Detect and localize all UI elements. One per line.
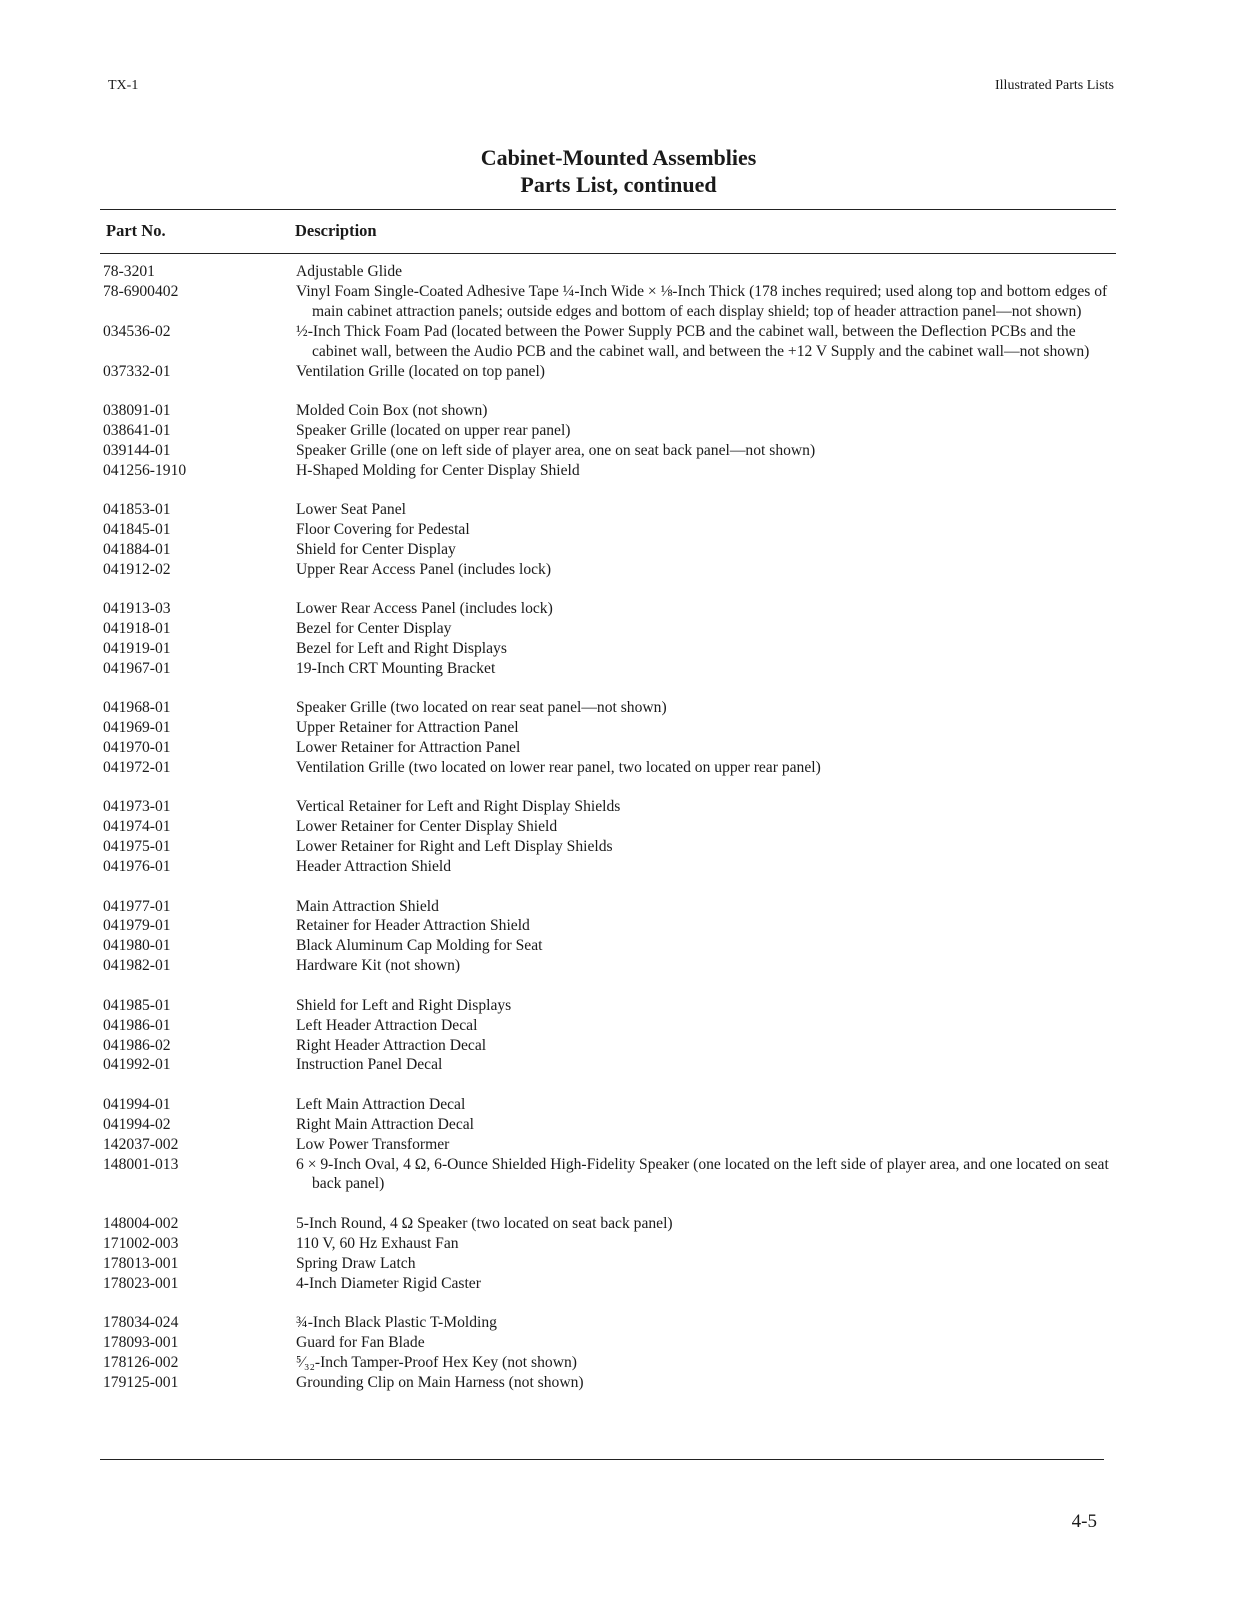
part-number: 041967-01 — [103, 659, 171, 677]
running-header-right: Illustrated Parts Lists — [995, 78, 1114, 93]
table-row — [103, 540, 1113, 560]
table-row — [103, 817, 1113, 837]
table-row — [103, 461, 1113, 481]
table-row — [103, 1333, 1113, 1353]
table-row — [103, 401, 1113, 421]
table-row — [103, 956, 1113, 976]
part-description: Lower Seat Panel — [296, 501, 406, 519]
part-number: 041986-01 — [103, 1016, 171, 1034]
page-title — [0, 144, 1237, 198]
part-description: ½-Inch Thick Foam Pad (located between the Power Supply PCB and the cabinet wall, between the Deflection PCBs and the cabinet wall, between the Audio PCB and the cabinet wall, and between the +12 V Supply and the cabinet wall—not shown) — [296, 322, 1090, 360]
part-number: 041845-01 — [103, 520, 171, 538]
table-row — [103, 560, 1113, 580]
part-description: ⁵⁄₃₂-Inch Tamper-Proof Hex Key (not shown) — [296, 1353, 577, 1371]
column-header-part-no: Part No. — [106, 221, 166, 240]
part-number: 041982-01 — [103, 957, 171, 975]
part-description: Instruction Panel Decal — [296, 1056, 443, 1074]
table-row — [103, 1214, 1113, 1234]
part-description: Guard for Fan Blade — [296, 1333, 425, 1351]
table-row — [103, 1234, 1113, 1254]
title-line-1: Cabinet-Mounted Assemblies — [480, 145, 757, 170]
table-row — [103, 1274, 1113, 1294]
part-number: 178013-001 — [103, 1254, 179, 1272]
part-description: Lower Retainer for Right and Left Display Shields — [296, 838, 613, 856]
part-description: Spring Draw Latch — [296, 1254, 416, 1272]
part-description: Vinyl Foam Single-Coated Adhesive Tape ¼-Inch Wide × ⅛-Inch Thick (178 inches required; used along top and bottom edges of main cabinet attraction panels; outside edges and bottom of each display shield; top of header attraction panel—not shown) — [296, 282, 1108, 320]
part-description: Low Power Transformer — [296, 1135, 450, 1153]
parts-group — [103, 500, 1113, 580]
table-row — [103, 262, 1113, 282]
parts-group — [103, 897, 1113, 977]
table-row — [103, 897, 1113, 917]
part-description: Vertical Retainer for Left and Right Display Shields — [296, 798, 621, 816]
table-row — [103, 362, 1113, 382]
part-description: Upper Rear Access Panel (includes lock) — [296, 560, 552, 578]
part-description: Bezel for Left and Right Displays — [296, 640, 507, 657]
part-number: 148001-013 — [103, 1155, 179, 1173]
part-number: 037332-01 — [103, 362, 171, 380]
table-row — [103, 1373, 1113, 1393]
part-description: Speaker Grille (two located on rear seat panel—not shown) — [296, 699, 667, 717]
part-description: Adjustable Glide — [296, 263, 403, 280]
parts-group — [103, 1214, 1113, 1294]
part-description: Molded Coin Box (not shown) — [296, 401, 488, 419]
part-description: Shield for Left and Right Displays — [296, 996, 512, 1014]
part-number: 041256-1910 — [103, 461, 187, 479]
part-number: 179125-001 — [103, 1373, 179, 1391]
part-description: Ventilation Grille (located on top panel) — [296, 362, 545, 380]
part-description: Bezel for Center Display — [296, 620, 452, 638]
part-number: 78-6900402 — [103, 282, 179, 300]
part-number: 041974-01 — [103, 818, 171, 836]
column-header-description: Description — [295, 221, 377, 240]
part-description: 5-Inch Round, 4 Ω Speaker (two located on seat back panel) — [296, 1214, 673, 1232]
table-row — [103, 996, 1113, 1016]
part-description: Floor Covering for Pedestal — [296, 520, 470, 538]
part-description: Right Main Attraction Decal — [296, 1115, 474, 1133]
part-description: Upper Retainer for Attraction Panel — [296, 719, 519, 737]
table-row — [103, 718, 1113, 738]
parts-group — [103, 262, 1113, 381]
part-description: Black Aluminum Cap Molding for Seat — [296, 937, 543, 955]
part-number: 148004-002 — [103, 1214, 179, 1232]
parts-group — [103, 401, 1113, 481]
part-number: 039144-01 — [103, 441, 171, 459]
part-number: 038641-01 — [103, 421, 171, 439]
part-description: Left Main Attraction Decal — [296, 1095, 466, 1113]
table-row — [103, 916, 1113, 936]
table-row — [103, 857, 1113, 877]
part-description: Lower Retainer for Attraction Panel — [296, 739, 521, 757]
part-description: 19-Inch CRT Mounting Bracket — [296, 659, 496, 677]
bottom-rule — [100, 1459, 1104, 1460]
table-row — [103, 936, 1113, 956]
part-number: 041994-01 — [103, 1095, 171, 1113]
page-number: 4-5 — [1071, 1511, 1097, 1532]
part-description: 110 V, 60 Hz Exhaust Fan — [296, 1234, 459, 1252]
parts-group — [103, 1313, 1113, 1393]
table-row — [103, 738, 1113, 758]
table-row — [103, 659, 1113, 679]
parts-group — [103, 1095, 1113, 1195]
parts-group — [103, 797, 1113, 877]
table-row — [103, 698, 1113, 718]
part-number: 041970-01 — [103, 739, 171, 757]
part-description: 4-Inch Diameter Rigid Caster — [296, 1274, 481, 1292]
title-line-2: Parts List, continued — [520, 172, 717, 197]
running-header-left: TX-1 — [108, 78, 139, 93]
table-row — [103, 639, 1113, 659]
part-number: 034536-02 — [103, 322, 171, 340]
part-number: 142037-002 — [103, 1135, 179, 1153]
part-description: ¾-Inch Black Plastic T-Molding — [296, 1313, 497, 1331]
part-number: 178093-001 — [103, 1333, 179, 1351]
part-description: Left Header Attraction Decal — [296, 1016, 478, 1034]
part-number: 178023-001 — [103, 1274, 179, 1292]
part-number: 041975-01 — [103, 838, 171, 856]
part-number: 041913-03 — [103, 600, 171, 618]
parts-group — [103, 698, 1113, 778]
part-number: 041977-01 — [103, 897, 171, 915]
part-number: 041992-01 — [103, 1056, 171, 1074]
table-row — [103, 758, 1113, 778]
top-rule — [100, 209, 1116, 210]
part-description: Speaker Grille (one on left side of player area, one on seat back panel—not shown) — [296, 441, 816, 459]
part-number: 038091-01 — [103, 401, 171, 419]
table-row — [103, 1055, 1113, 1075]
part-description: Shield for Center Display — [296, 540, 456, 558]
table-row — [103, 1016, 1113, 1036]
part-number: 178034-024 — [103, 1313, 179, 1331]
header-rule — [100, 253, 1116, 254]
part-number: 041912-02 — [103, 560, 171, 578]
part-number: 041968-01 — [103, 699, 171, 717]
table-row — [103, 619, 1113, 639]
part-description: Right Header Attraction Decal — [296, 1036, 487, 1054]
part-number: 041918-01 — [103, 620, 171, 638]
part-description: Grounding Clip on Main Harness (not shown) — [296, 1373, 584, 1391]
part-number: 041980-01 — [103, 937, 171, 955]
table-row — [103, 441, 1113, 461]
table-row — [103, 1135, 1113, 1155]
part-description: Header Attraction Shield — [296, 858, 452, 876]
part-number: 041985-01 — [103, 996, 171, 1014]
part-number: 041969-01 — [103, 719, 171, 737]
table-row — [103, 837, 1113, 857]
part-number: 041986-02 — [103, 1036, 171, 1054]
part-number: 041884-01 — [103, 540, 171, 558]
table-row — [103, 322, 1113, 362]
parts-group — [103, 996, 1113, 1076]
part-description: Lower Rear Access Panel (includes lock) — [296, 600, 553, 618]
part-description: H-Shaped Molding for Center Display Shield — [296, 461, 580, 479]
table-row — [103, 421, 1113, 441]
table-row — [103, 1353, 1113, 1373]
part-description: Lower Retainer for Center Display Shield — [296, 818, 558, 836]
part-number: 171002-003 — [103, 1234, 179, 1252]
table-row — [103, 1155, 1113, 1195]
part-number: 78-3201 — [103, 263, 155, 280]
parts-group — [103, 599, 1113, 679]
part-number: 041853-01 — [103, 501, 171, 519]
part-number: 041979-01 — [103, 917, 171, 935]
table-row — [103, 599, 1113, 619]
part-number: 041972-01 — [103, 759, 171, 777]
table-row — [103, 1115, 1113, 1135]
table-row — [103, 797, 1113, 817]
part-number: 041976-01 — [103, 858, 171, 876]
table-row — [103, 500, 1113, 520]
part-number: 178126-002 — [103, 1353, 179, 1371]
part-number: 041973-01 — [103, 798, 171, 816]
part-description: Hardware Kit (not shown) — [296, 957, 461, 975]
part-number: 041994-02 — [103, 1115, 171, 1133]
table-row — [103, 520, 1113, 540]
table-row — [103, 1095, 1113, 1115]
parts-list — [103, 262, 1113, 1412]
part-description: Main Attraction Shield — [296, 897, 439, 915]
part-description: Ventilation Grille (two located on lower rear panel, two located on upper rear panel) — [296, 759, 821, 777]
part-description: Retainer for Header Attraction Shield — [296, 917, 530, 935]
table-row — [103, 282, 1113, 322]
table-row — [103, 1313, 1113, 1333]
table-row — [103, 1254, 1113, 1274]
table-row — [103, 1036, 1113, 1056]
part-number: 041919-01 — [103, 640, 171, 657]
part-description: Speaker Grille (located on upper rear panel) — [296, 421, 571, 439]
part-description: 6 × 9-Inch Oval, 4 Ω, 6-Ounce Shielded High-Fidelity Speaker (one located on the left side of player area, and one located on seat back panel) — [296, 1155, 1109, 1193]
